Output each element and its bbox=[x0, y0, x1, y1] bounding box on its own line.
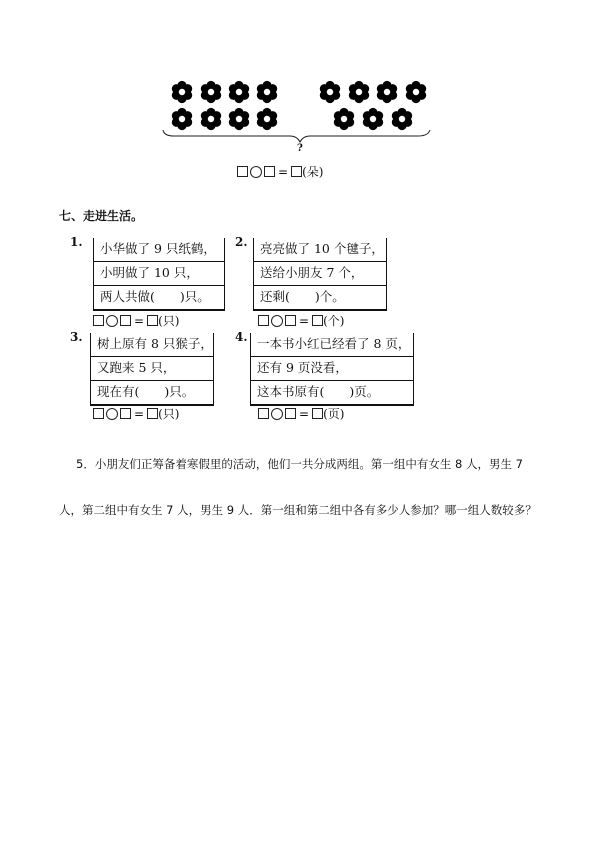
answer-box[interactable] bbox=[285, 408, 296, 419]
operator-circle[interactable] bbox=[250, 166, 262, 178]
flower-icon bbox=[199, 80, 223, 104]
answer-box[interactable] bbox=[147, 408, 158, 419]
flower-icon bbox=[347, 80, 371, 104]
problem-line: 这本书原有( )页。 bbox=[251, 381, 413, 406]
problem-line: 一本书小红已经看了 8 页， bbox=[251, 333, 413, 357]
question-5-line-2: 人，第二组中有女生 7 人，男生 9 人．第一组和第二组中各有多少人参加？哪一组人数较多？ bbox=[59, 503, 537, 517]
problem-line: 还有 9 页没看， bbox=[251, 357, 413, 381]
operator-circle[interactable] bbox=[106, 315, 118, 327]
problem-line: 树上原有 8 只猴子， bbox=[91, 333, 213, 357]
question-5-line-1: 5．小朋友们正筹备着寒假里的活动，他们一共分成两组。第一组中有女生 8 人，男生 7 bbox=[76, 457, 523, 471]
flower-icon bbox=[170, 80, 194, 104]
problem-line: 亮亮做了 10 个毽子， bbox=[254, 238, 386, 262]
problem-equation bbox=[258, 405, 344, 422]
unit-label: (朵) bbox=[302, 165, 324, 179]
flower-icon bbox=[227, 80, 251, 104]
answer-box[interactable] bbox=[264, 166, 275, 177]
answer-box[interactable] bbox=[120, 315, 131, 326]
operator-circle[interactable] bbox=[271, 408, 283, 420]
answer-box[interactable] bbox=[291, 166, 302, 177]
flower-icon bbox=[375, 80, 399, 104]
problem-box bbox=[93, 238, 225, 311]
problem-line: 现在有( )只。 bbox=[91, 381, 213, 406]
problem-number: 4. bbox=[235, 330, 248, 344]
answer-box[interactable] bbox=[120, 408, 131, 419]
problem-line: 小明做了 10 只， bbox=[94, 262, 224, 286]
section-heading: 七、走进生活。 bbox=[59, 209, 144, 223]
flower-figure bbox=[0, 0, 595, 200]
problem-box bbox=[253, 238, 387, 311]
equals-sign: = bbox=[299, 406, 310, 421]
answer-box[interactable] bbox=[258, 315, 269, 326]
unit-label: (个) bbox=[323, 314, 345, 328]
problem-equation bbox=[93, 312, 179, 329]
flower-equation bbox=[237, 163, 323, 180]
answer-box[interactable] bbox=[93, 315, 104, 326]
problem-number: 1. bbox=[70, 235, 83, 249]
operator-circle[interactable] bbox=[271, 315, 283, 327]
flower-icon bbox=[318, 80, 342, 104]
equals-sign: = bbox=[299, 313, 310, 328]
problem-box bbox=[90, 333, 214, 406]
operator-circle[interactable] bbox=[106, 408, 118, 420]
answer-box[interactable] bbox=[147, 315, 158, 326]
problem-number: 3. bbox=[70, 330, 83, 344]
answer-box[interactable] bbox=[258, 408, 269, 419]
answer-box[interactable] bbox=[312, 315, 323, 326]
problem-box bbox=[250, 333, 414, 406]
problem-equation bbox=[93, 405, 179, 422]
answer-box[interactable] bbox=[285, 315, 296, 326]
problem-line: 小华做了 9 只纸鹤， bbox=[94, 238, 224, 262]
equals-sign: = bbox=[134, 313, 145, 328]
answer-box[interactable] bbox=[237, 166, 248, 177]
question-mark: ? bbox=[297, 143, 303, 154]
unit-label: (只) bbox=[158, 314, 180, 328]
equals-sign: = bbox=[134, 406, 145, 421]
answer-box[interactable] bbox=[93, 408, 104, 419]
problem-equation bbox=[258, 312, 344, 329]
flower-icon bbox=[255, 80, 279, 104]
equals-sign: = bbox=[278, 164, 289, 179]
flower-icon bbox=[404, 80, 428, 104]
problem-line: 送给小朋友 7 个， bbox=[254, 262, 386, 286]
answer-box[interactable] bbox=[312, 408, 323, 419]
problem-line: 两人共做( )只。 bbox=[94, 286, 224, 311]
problem-line: 还剩( )个。 bbox=[254, 286, 386, 311]
unit-label: (页) bbox=[323, 407, 345, 421]
unit-label: (只) bbox=[158, 407, 180, 421]
problem-line: 又跑来 5 只， bbox=[91, 357, 213, 381]
problem-number: 2. bbox=[235, 235, 248, 249]
